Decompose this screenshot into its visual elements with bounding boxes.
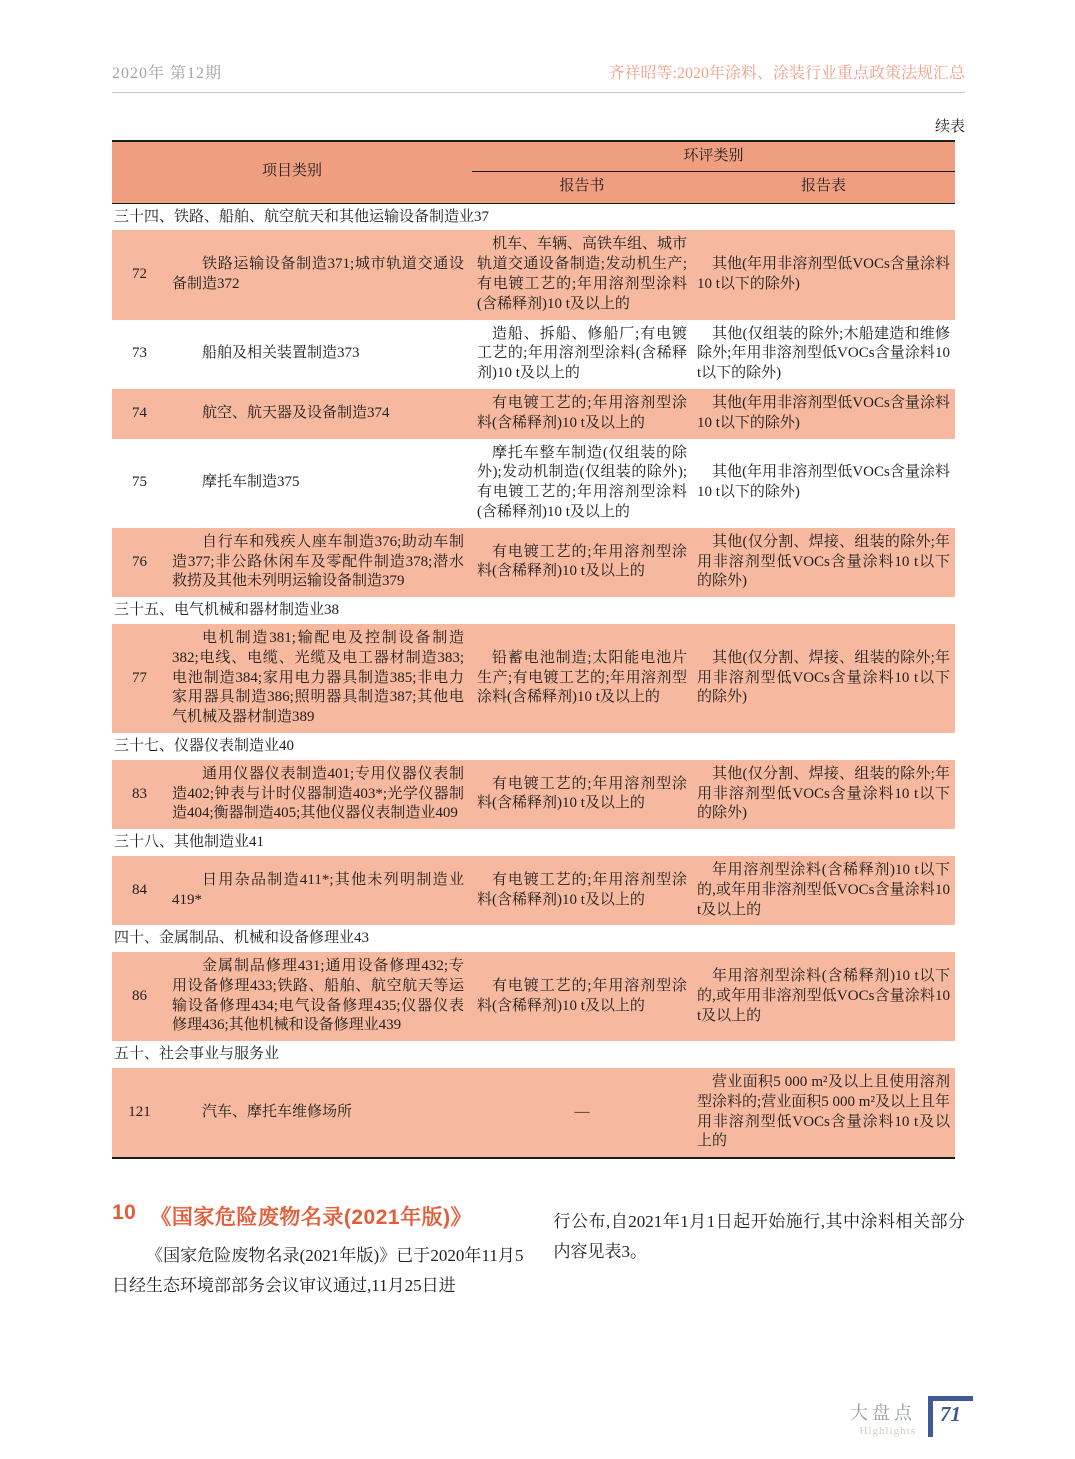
table-section-row: 四十、金属制品、机械和设备修理业43 [112, 925, 955, 952]
cell-number: 121 [128, 1103, 151, 1120]
cell-report-form: 其他(仅分割、焊接、组装的除外;年用非溶剂型低VOCs含量涂料10 t以下的除外) [697, 533, 950, 590]
table-section-row: 三十五、电气机械和器材制造业38 [112, 597, 955, 624]
footer-brand-cn: 大盘点 [850, 1403, 916, 1423]
cell-project: 摩托车制造375 [202, 474, 300, 491]
col-header-project: 项目类别 [261, 163, 322, 180]
cell-number: 86 [132, 987, 147, 1004]
cell-report-book: 有电镀工艺的;年用溶剂型涂料(含稀释剂)10 t及以上的 [477, 543, 687, 580]
table-section-row: 五十、社会事业与服务业 [112, 1041, 955, 1068]
cell-project: 船舶及相关装置制造373 [202, 345, 360, 362]
cell-report-form: 其他(年用非溶剂型低VOCs含量涂料10 t以下的除外) [697, 256, 950, 292]
footer-brand-en: Highlights [859, 1425, 916, 1437]
issue-label: 2020年 第12期 [112, 65, 223, 82]
cell-project: 自行车和残疾人座车制造376;助动车制造377;非公路休闲车及零配件制造378;潜水救捞及其他未列明运输设备制造379 [172, 533, 464, 590]
section-number: 10 [112, 1201, 137, 1225]
cell-report-book: 机车、车辆、高铁车组、城市轨道交通设备制造;发动机生产;有电镀工艺的;年用溶剂型涂料(含稀释剂)10 t及以上的 [477, 236, 688, 312]
cell-number: 84 [132, 881, 147, 898]
table-section-row: 三十七、仪器仪表制造业40 [112, 733, 955, 760]
cell-number: 83 [132, 785, 147, 802]
col-header-subrow [472, 172, 955, 203]
table-row [112, 952, 955, 1041]
col-header-eia-group [472, 142, 955, 203]
table-row [112, 528, 955, 597]
cell-project: 通用仪器仪表制造401;专用仪器仪表制造402;钟表与计时仪器制造403*;光学仪器制造404;衡器制造405;其他仪器仪表制造业409 [172, 765, 464, 822]
table-row [112, 1068, 955, 1157]
article-column-left [112, 1201, 524, 1299]
cell-report-form: 其他(年用非溶剂型低VOCs含量涂料10 t以下的除外) [697, 394, 950, 431]
cell-report-form: 其他(仅组装的除外;木船建造和维修除外;年用非溶剂型低VOCs含量涂料10 t以下的除外) [697, 325, 950, 382]
cell-report-book: 摩托车整车制造(仅组装的除外);发动机制造(仅组装的除外);有电镀工艺的;年用溶剂型涂料(含稀释剂)10 t及以上的 [477, 444, 687, 520]
cell-project: 金属制品修理431;通用设备修理432;专用设备修理433;铁路、船舶、航空航天等运输设备修理434;电气设备修理435;仪器仪表修理436;其他机械和设备修理业439 [172, 958, 464, 1034]
col-header-report-book: 报告书 [559, 177, 605, 194]
table-row [112, 389, 955, 439]
cell-report-form: 营业面积5 000 m²及以上且使用溶剂型涂料的;营业面积5 000 m²及以上且年用非溶剂型低VOCs含量涂料10 t及以上的 [697, 1074, 950, 1150]
section-heading [112, 1201, 524, 1231]
cell-report-book: 铅蓄电池制造;太阳能电池片生产;有电镀工艺的;年用溶剂型涂料(含稀释剂)10 t及以上的 [477, 649, 687, 706]
cell-report-book: 造船、拆船、修船厂;有电镀工艺的;年用溶剂型涂料(含稀释剂)10 t及以上的 [477, 325, 687, 382]
table-header [112, 142, 955, 204]
table-row [112, 230, 955, 319]
col-header-report-form: 报告表 [800, 177, 846, 194]
table-row [112, 439, 955, 528]
page-number: 71 [928, 1396, 973, 1437]
cell-project: 电机制造381;输配电及控制设备制造382;电线、电缆、光缆及电工器材制造383;电池制造384;家用电力器具制造385;非电力家用器具制造386;照明器具制造387;其他电气机械及器材制造389 [172, 629, 464, 726]
table-section-row: 三十四、铁路、船舶、航空航天和其他运输设备制造业37 [112, 204, 955, 231]
article-section [112, 1201, 965, 1299]
col-header-eia: 环评类别 [472, 142, 955, 172]
cell-report-book: 有电镀工艺的;年用溶剂型涂料(含稀释剂)10 t及以上的 [477, 775, 687, 812]
continued-table-label: 续表 [934, 119, 965, 135]
regulation-table [112, 140, 955, 1159]
running-head [112, 0, 965, 93]
cell-report-form: 其他(仅分割、焊接、组装的除外;年用非溶剂型低VOCs含量涂料10 t以下的除外) [697, 765, 950, 822]
table-row [112, 856, 955, 925]
body-paragraph-left: 《国家危险废物名录(2021年版)》已于2020年11月5日经生态环境部部务会议审议通过,11月25日进 [112, 1246, 524, 1295]
body-paragraph-right: 行公布,自2021年1月1日起开始施行,其中涂料相关部分内容见表3。 [553, 1212, 965, 1261]
cell-report-book: 有电镀工艺的;年用溶剂型涂料(含稀释剂)10 t及以上的 [477, 871, 687, 908]
cell-number: 76 [132, 553, 147, 570]
footer-brand [850, 1399, 916, 1437]
cell-report-form: 其他(仅分割、焊接、组装的除外;年用非溶剂型低VOCs含量涂料10 t以下的除外) [697, 649, 950, 706]
cell-number: 77 [132, 669, 147, 686]
cell-project: 汽车、摩托车维修场所 [202, 1103, 353, 1120]
cell-report-book: 有电镀工艺的;年用溶剂型涂料(含稀释剂)10 t及以上的 [477, 394, 687, 431]
cell-project: 航空、航天器及设备制造374 [202, 404, 390, 421]
cell-report-form: 其他(年用非溶剂型低VOCs含量涂料10 t以下的除外) [697, 464, 950, 501]
section-title: 《国家危险废物名录(2021年版)》 [150, 1206, 473, 1230]
cell-number: 75 [132, 474, 147, 491]
cell-number: 72 [132, 266, 147, 283]
cell-report-book: — [574, 1103, 590, 1120]
page-footer [850, 1396, 973, 1437]
cell-report-form: 年用溶剂型涂料(含稀释剂)10 t以下的,或年用非溶剂型低VOCs含量涂料10 t及以上的 [697, 967, 950, 1024]
cell-report-book: 有电镀工艺的;年用溶剂型涂料(含稀释剂)10 t及以上的 [477, 977, 687, 1014]
article-column-right [554, 1201, 966, 1299]
cell-project: 日用杂品制造411*;其他未列明制造业419* [172, 871, 464, 908]
table-row [112, 320, 955, 389]
cell-report-form: 年用溶剂型涂料(含稀释剂)10 t以下的,或年用非溶剂型低VOCs含量涂料10 t及以上的 [697, 861, 950, 918]
cell-number: 73 [132, 345, 147, 362]
table-section-row: 三十八、其他制造业41 [112, 829, 955, 856]
running-title: 齐祥昭等:2020年涂料、涂装行业重点政策法规汇总 [608, 65, 965, 82]
table-body [112, 204, 955, 1158]
cell-project: 铁路运输设备制造371;城市轨道交通设备制造372 [172, 256, 464, 292]
table-row [112, 624, 955, 733]
table-row [112, 760, 955, 829]
cell-number: 74 [132, 404, 147, 421]
